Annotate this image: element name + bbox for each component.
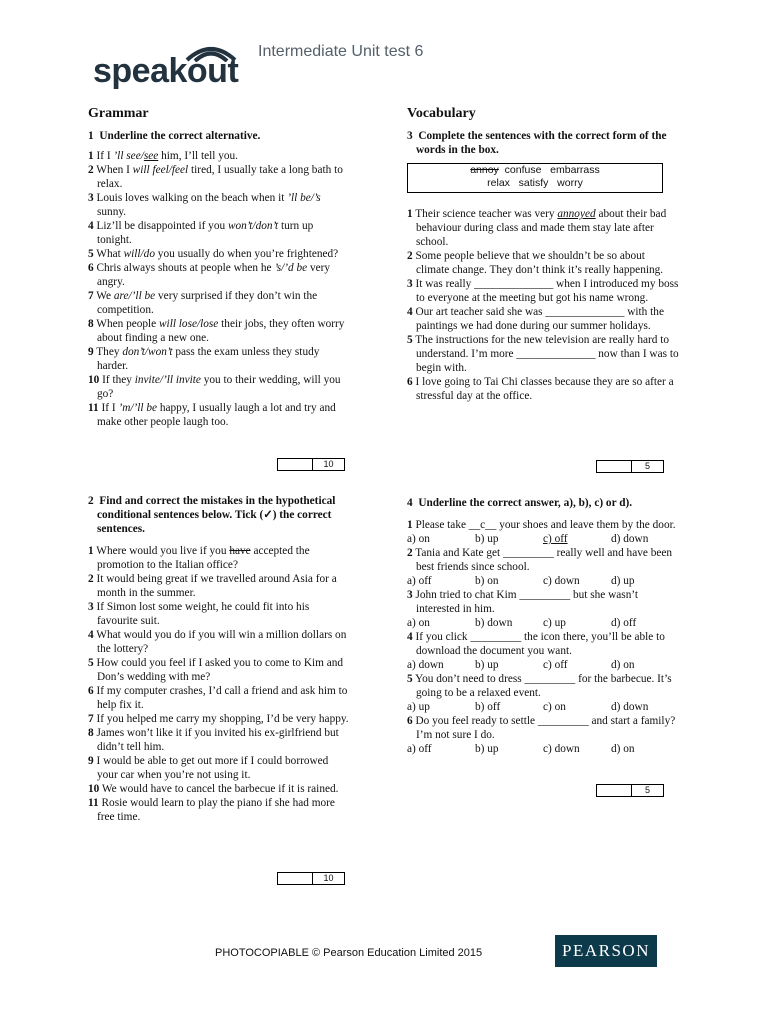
- ex1-item: [88, 191, 350, 219]
- item-text: It was really ______________ when I introduced my boss to everyone at the meeting but got his name wrong.: [415, 278, 679, 304]
- item-number: 5: [88, 248, 94, 260]
- item-number: 3: [407, 278, 413, 290]
- ex2-item: [88, 572, 350, 600]
- item-text: Liz’ll be disappointed if you: [96, 220, 228, 232]
- alternative-text: ’ll be/’s: [287, 192, 321, 204]
- ex1-list: [88, 149, 350, 429]
- answer-option[interactable]: b) on: [475, 575, 499, 587]
- vocabulary-title: Vocabulary: [407, 106, 476, 121]
- answer-option[interactable]: a) off: [407, 743, 432, 755]
- ex2-item: [88, 628, 350, 656]
- ex3-score-box[interactable]: [596, 460, 664, 473]
- ex2-item: [88, 656, 350, 684]
- item-number: 2: [407, 250, 413, 262]
- item-text-rest: you usually do when you’re frightened?: [154, 248, 339, 260]
- ex3-item: [407, 249, 679, 277]
- item-text: How could you feel if I asked you to come to Kim and Don’s wedding with me?: [96, 657, 344, 683]
- answer-option[interactable]: c) off: [543, 659, 568, 671]
- ex1-item: [88, 149, 350, 163]
- item-number: 10: [88, 783, 100, 795]
- item-text: If you helped me carry my shopping, I’d be very happy.: [96, 713, 349, 725]
- word-box-row2: relax satisfy worry: [487, 177, 583, 189]
- ex4-options: [407, 532, 679, 546]
- item-text: You don’t need to dress _________ for the barbecue. It’s going to be a relaxed event.: [415, 673, 672, 699]
- alternative-text: are/’ll be: [113, 290, 156, 302]
- pearson-logo: PEARSON: [555, 935, 657, 967]
- score-total: 5: [644, 461, 650, 471]
- item-number: 11: [88, 402, 99, 414]
- answer-option[interactable]: b) up: [475, 659, 499, 671]
- answer-option[interactable]: d) down: [611, 701, 649, 713]
- ex4-options: [407, 658, 679, 672]
- item-text: They: [96, 346, 123, 358]
- item-number: 6: [88, 685, 94, 697]
- ex3-item: [407, 207, 679, 249]
- item-number: 3: [407, 589, 413, 601]
- alternative-text: won’t/don’t: [227, 220, 279, 232]
- item-text: Their science teacher was very: [415, 208, 558, 220]
- word-box-row1-rest: confuse embarrass: [498, 164, 600, 176]
- item-number: 6: [88, 262, 94, 274]
- item-text-rest: very surprised if they don’t win the competition.: [97, 290, 318, 316]
- answer-option[interactable]: b) up: [475, 743, 499, 755]
- ex4-list: [407, 518, 679, 756]
- item-text-rest: him, I’ll tell you.: [158, 150, 238, 162]
- answer-option[interactable]: d) off: [611, 617, 637, 629]
- item-text-rest: pass the exam unless they study harder.: [97, 346, 320, 372]
- item-text: Some people believe that we shouldn’t be so about climate change. They don’t think it’s really happening.: [415, 250, 664, 276]
- item-number: 4: [407, 631, 413, 643]
- alternative-text: don’t/won’t: [122, 346, 173, 358]
- item-number: 9: [88, 755, 94, 767]
- item-number: 11: [88, 797, 99, 809]
- item-number: 1: [407, 208, 413, 220]
- item-text: Please take __c__ your shoes and leave them by the door.: [415, 519, 676, 531]
- ex4-options: [407, 742, 679, 756]
- ex1-item: [88, 163, 350, 191]
- footer-copyright: PHOTOCOPIABLE © Pearson Education Limited 2015: [215, 947, 483, 959]
- ex4-instruction: 4 Underline the correct answer, a), b), c) or d).: [407, 497, 633, 509]
- ex4-item: [407, 714, 679, 742]
- item-text: When I: [96, 164, 133, 176]
- example-answer: annoyed: [557, 208, 596, 220]
- answer-option[interactable]: c) off: [543, 533, 568, 545]
- item-text-rest: you to their wedding, will you go?: [97, 374, 341, 400]
- ex4-item: [407, 630, 679, 658]
- ex3-list: [407, 207, 679, 403]
- alternative-text: ’m/’ll be: [118, 402, 158, 414]
- answer-option[interactable]: c) down: [543, 743, 580, 755]
- answer-option[interactable]: a) off: [407, 575, 432, 587]
- alternative-text: will feel/feel: [132, 164, 189, 176]
- answer-option[interactable]: c) on: [543, 701, 566, 713]
- ex1-score-box[interactable]: [277, 458, 345, 471]
- ex4-options: [407, 616, 679, 630]
- answer-option[interactable]: a) on: [407, 533, 430, 545]
- score-blank[interactable]: [278, 873, 313, 884]
- ex1-item: [88, 261, 350, 289]
- vocab-ex4: [407, 496, 679, 756]
- ex2-item: [88, 726, 350, 754]
- score-blank[interactable]: [597, 785, 632, 796]
- item-number: 8: [88, 318, 94, 330]
- item-number: 1: [88, 150, 94, 162]
- ex1-item: [88, 345, 350, 373]
- item-text: John tried to chat Kim _________ but she wasn’t interested in him.: [415, 589, 639, 615]
- item-number: 6: [407, 715, 413, 727]
- ex2-item: [88, 754, 350, 782]
- item-text: If they: [102, 374, 135, 386]
- ex3-item: [407, 333, 679, 375]
- ex1-item: [88, 247, 350, 261]
- item-text: We: [96, 290, 114, 302]
- item-text-rest: tired, I usually take a long bath to relax.: [97, 164, 343, 190]
- item-number: 3: [88, 601, 94, 613]
- answer-option[interactable]: d) on: [611, 743, 635, 755]
- struck-word: have: [229, 545, 251, 557]
- item-text-rest: turn up tonight.: [97, 220, 314, 246]
- score-blank[interactable]: [597, 461, 632, 472]
- word-annoy: annoy: [470, 164, 499, 176]
- word-box-row1: [408, 164, 662, 177]
- item-text-rest: sunny.: [97, 206, 127, 218]
- item-number: 4: [407, 306, 413, 318]
- answer-option[interactable]: d) down: [611, 533, 649, 545]
- item-text: James won’t like it if you invited his ex-girlfriend but didn’t tell him.: [96, 727, 339, 753]
- item-text: Where would you live if you: [96, 545, 230, 557]
- item-text: If I: [101, 402, 119, 414]
- item-text: If my computer crashes, I’d call a friend and ask him to help fix it.: [96, 685, 348, 711]
- answer-option[interactable]: a) down: [407, 659, 444, 671]
- underlined-answer: see: [143, 150, 159, 162]
- item-text: Our art teacher said she was ______________ with the paintings we had done during our summer holidays.: [415, 306, 664, 332]
- alternative-text: will lose/lose: [159, 318, 219, 330]
- score-blank[interactable]: [278, 459, 313, 470]
- item-number: 4: [88, 220, 94, 232]
- answer-option[interactable]: a) up: [407, 701, 430, 713]
- item-number: 2: [88, 164, 94, 176]
- score-total: 5: [644, 785, 650, 795]
- item-number: 7: [88, 713, 94, 725]
- score-total: 10: [323, 873, 334, 883]
- ex4-item: [407, 672, 679, 700]
- item-text: If you click _________ the icon there, you’ll be able to download the document you want.: [415, 631, 665, 657]
- grammar-title: Grammar: [88, 106, 149, 121]
- vocab-ex3: [407, 106, 679, 157]
- ex2-item: [88, 544, 350, 572]
- item-text-rest: about their bad behaviour during class and made them stay late after school.: [416, 208, 667, 248]
- item-text: When people: [96, 318, 160, 330]
- item-text-rest: happy, I usually laugh a lot and try and make other people laugh too.: [97, 402, 336, 428]
- answer-option[interactable]: c) down: [543, 575, 580, 587]
- answer-option[interactable]: b) down: [475, 617, 513, 629]
- item-number: 2: [88, 573, 94, 585]
- alternative-text: ’s/’d be: [274, 262, 308, 274]
- item-text: If Simon lost some weight, he could fit into his favourite suit.: [96, 601, 310, 627]
- item-number: 2: [407, 547, 413, 559]
- alternative-text: invite/’ll invite: [134, 374, 201, 386]
- alternative-text: ’ll see/: [113, 150, 144, 162]
- ex3-instruction: 3 Complete the sentences with the correct form of the words in the box.: [407, 130, 667, 156]
- ex3-item: [407, 305, 679, 333]
- item-text-rest: their jobs, they often worry about finding a new one.: [97, 318, 345, 344]
- ex1-instruction: 1 Underline the correct alternative.: [88, 130, 261, 142]
- ex1-item: [88, 373, 350, 401]
- item-number: 1: [88, 545, 94, 557]
- item-number: 1: [407, 519, 413, 531]
- item-text: If I: [96, 150, 114, 162]
- item-number: 5: [407, 673, 413, 685]
- unit-title: Intermediate Unit test 6: [258, 43, 424, 60]
- item-text: It would being great if we travelled around Asia for a month in the summer.: [96, 573, 337, 599]
- item-number: 9: [88, 346, 94, 358]
- word-box: [407, 163, 663, 193]
- grammar-ex2: [88, 494, 350, 824]
- item-text: What would you do if you will win a million dollars on the lottery?: [96, 629, 347, 655]
- answer-option[interactable]: d) on: [611, 659, 635, 671]
- ex4-options: [407, 700, 679, 714]
- ex4-item: [407, 588, 679, 616]
- ex2-item: [88, 684, 350, 712]
- item-number: 10: [88, 374, 100, 386]
- ex2-item: [88, 782, 350, 796]
- alternative-text: will/do: [123, 248, 155, 260]
- ex2-item: [88, 600, 350, 628]
- logo-text: speakout: [93, 52, 239, 90]
- answer-option[interactable]: c) up: [543, 617, 566, 629]
- ex1-item: [88, 401, 350, 429]
- answer-option[interactable]: d) up: [611, 575, 635, 587]
- ex1-item: [88, 317, 350, 345]
- item-text-rest: accepted the promotion to the Italian office?: [97, 545, 310, 571]
- item-text: Rosie would learn to play the piano if she had more free time.: [97, 797, 335, 823]
- item-text: The instructions for the new television are really hard to understand. I’m more ______________ now than I was to begin with.: [415, 334, 679, 374]
- ex1-item: [88, 219, 350, 247]
- item-number: 4: [88, 629, 94, 641]
- answer-option[interactable]: b) off: [475, 701, 501, 713]
- item-text: Chris always shouts at people when he: [96, 262, 275, 274]
- item-number: 5: [407, 334, 413, 346]
- ex4-item: [407, 546, 679, 574]
- ex3-item: [407, 277, 679, 305]
- item-text: Louis loves walking on the beach when it: [96, 192, 288, 204]
- answer-option[interactable]: b) up: [475, 533, 499, 545]
- ex4-item: [407, 518, 679, 532]
- item-number: 7: [88, 290, 94, 302]
- ex2-instruction: 2 Find and correct the mistakes in the hypothetical conditional sentences below. Tick (✓) the correct sentences.: [88, 495, 336, 535]
- item-number: 5: [88, 657, 94, 669]
- item-number: 3: [88, 192, 94, 204]
- speakout-logo: [93, 44, 258, 94]
- ex3-item: [407, 375, 679, 403]
- score-total: 10: [323, 459, 334, 469]
- item-number: 6: [407, 376, 413, 388]
- grammar-ex1: [88, 106, 350, 429]
- answer-option[interactable]: a) on: [407, 617, 430, 629]
- item-text: Do you feel ready to settle _________ and start a family? I’m not sure I do.: [415, 715, 676, 741]
- ex2-item: [88, 712, 350, 726]
- item-text: I would be able to get out more if I could borrowed your car when you’re not using it.: [96, 755, 329, 781]
- item-number: 8: [88, 727, 94, 739]
- item-text: Tania and Kate get _________ really well and have been best friends since school.: [415, 547, 673, 573]
- ex4-score-box[interactable]: [596, 784, 664, 797]
- item-text: What: [96, 248, 124, 260]
- ex2-score-box[interactable]: [277, 872, 345, 885]
- item-text: We would have to cancel the barbecue if it is rained.: [101, 783, 339, 795]
- item-text: I love going to Tai Chi classes because they are so after a stressful day at the office.: [415, 376, 674, 402]
- item-text-rest: very angry.: [97, 262, 331, 288]
- ex2-item: [88, 796, 350, 824]
- ex1-item: [88, 289, 350, 317]
- ex4-options: [407, 574, 679, 588]
- ex2-list: [88, 544, 350, 824]
